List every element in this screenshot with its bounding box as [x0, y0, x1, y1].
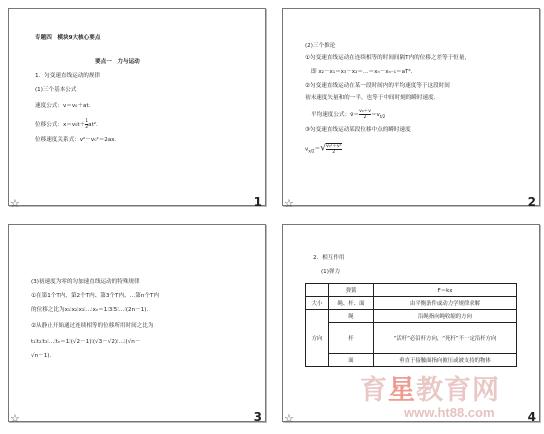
slide-1-subheading: 要点一 力与运动	[95, 59, 140, 65]
star-icon[interactable]: ☆	[10, 197, 20, 210]
page-number: 4	[527, 410, 536, 424]
slide-2-footer	[282, 197, 538, 213]
site-watermark	[360, 376, 540, 432]
table-cell: 面	[329, 354, 374, 367]
slide-1-heading: 专题四 模块9大核心要点	[35, 35, 101, 41]
slide-1-line-5: 位移速度关系式：v²－v₀²＝2ax.	[35, 137, 117, 143]
slide-1-line-1: 1．匀变速直线运动的规律	[35, 73, 101, 79]
slide-2-line-4: ②匀变速直线运动在某一段时间内的平均速度等于这段时间	[305, 83, 450, 89]
page-number: 3	[253, 410, 262, 424]
slide-3-line-1: (3)初速度为零的匀加速直线运动的特殊规律	[31, 279, 140, 285]
mid-time-subscript: t/2	[379, 114, 386, 120]
watermark-url: www.ht88.com	[404, 405, 495, 420]
sqrt-symbol: √	[320, 143, 326, 154]
table-row	[306, 310, 517, 323]
star-icon[interactable]: ☆	[284, 412, 294, 425]
slide-4-heading: 2．相互作用	[313, 255, 345, 261]
table-cell: 由平衡条件或动力学规律求解	[374, 297, 517, 310]
slide-3-footer	[8, 412, 264, 428]
slide-3-line-2: ①在第1个T内、第2个T内、第3个T内、…第n个T内	[31, 293, 159, 299]
half-fraction: $\frac{1}{2}$	[85, 119, 89, 130]
displacement-formula-start: 位移公式：x＝v₀t＋	[35, 122, 86, 128]
slide-3-line-6: √n－1)．	[31, 353, 56, 359]
mid-time-velocity: ＝v	[370, 112, 380, 118]
table-row	[306, 323, 517, 354]
slide-3-line-4: ②从静止开始通过连续相等的位移所用时间之比为	[31, 323, 154, 329]
slide-4-subheading: (1)弹力	[321, 269, 341, 275]
slide-2[interactable]	[282, 8, 540, 206]
slide-1-line-4	[35, 119, 98, 130]
mid-position-velocity: v	[305, 146, 309, 153]
slide-2-line-5: 初末速度矢量和的一半，也等于中间时刻的瞬时速度．	[305, 95, 440, 101]
displacement-formula-end: at².	[88, 122, 98, 128]
slide-3-line-5: t₁∶t₂∶t₃∶…∶tₙ＝1∶(√2－1)∶(√3－√2)∶…∶(√n－	[31, 339, 141, 345]
watermark-logo-text: 育星教育网	[360, 375, 500, 406]
table-cell: 杆	[329, 323, 374, 354]
table-cell	[306, 284, 329, 297]
table-row	[306, 354, 517, 367]
table-row	[306, 284, 517, 297]
table-cell: 大小	[306, 297, 329, 310]
star-icon[interactable]: ☆	[284, 197, 294, 210]
table-cell: 沿绳指向绳收缩的方向	[374, 310, 517, 323]
table-cell: “活杆”必沿杆方向，“死杆”不一定沿杆方向	[374, 323, 517, 354]
star-icon[interactable]: ☆	[10, 412, 20, 425]
slide-2-line-1: (2)三个推论	[305, 43, 336, 49]
slide-1-line-2: (1)三个基本公式	[35, 87, 77, 93]
table-cell: F＝kx	[374, 284, 517, 297]
table-cell: 垂直于接触面指向被压或被支持的物体	[374, 354, 517, 367]
slide-3[interactable]	[8, 224, 266, 422]
table-cell: 弹簧	[329, 284, 374, 297]
slide-3-line-3: 的位移之比为x₁∶x₂∶x₃∶…∶xₙ＝1∶3∶5∶…∶(2n－1)．	[31, 307, 153, 313]
page-number: 1	[253, 195, 262, 209]
sqrt-fraction: $\frac{\text{v₀²＋v²}}{2}$	[325, 144, 342, 155]
table-cell: 绳、杆、面	[329, 297, 374, 310]
slide-2-line-6	[311, 109, 385, 120]
average-velocity-label: 平均速度公式：v̄＝	[311, 112, 360, 118]
equals-sign: ＝	[314, 146, 321, 153]
slide-1-footer	[8, 197, 264, 213]
slide-2-line-8	[305, 143, 342, 155]
table-cell: 方向	[306, 310, 329, 367]
page-number: 2	[527, 195, 536, 209]
table-row	[306, 297, 517, 310]
mid-position-subscript: x/2	[308, 148, 315, 154]
average-velocity-fraction: $\frac{\text{v₀＋v}}{2}$	[359, 109, 371, 120]
slide-2-line-7: ③匀变速直线运动某段位移中点的瞬时速度	[305, 127, 411, 133]
slide-1-line-3: 速度公式：v＝v₀＋at.	[35, 103, 91, 109]
slide-2-line-3: 即 x₂－x₁＝x₃－x₂＝…＝xₙ－xₙ₋₁＝aT².	[311, 69, 413, 75]
table-cell: 绳	[329, 310, 374, 323]
elastic-force-table	[305, 283, 517, 367]
slide-2-line-2: ①匀变速直线运动在连续相等的时间间隔T内的位移之差等于恒量，	[305, 55, 471, 61]
slide-1[interactable]	[8, 8, 266, 206]
